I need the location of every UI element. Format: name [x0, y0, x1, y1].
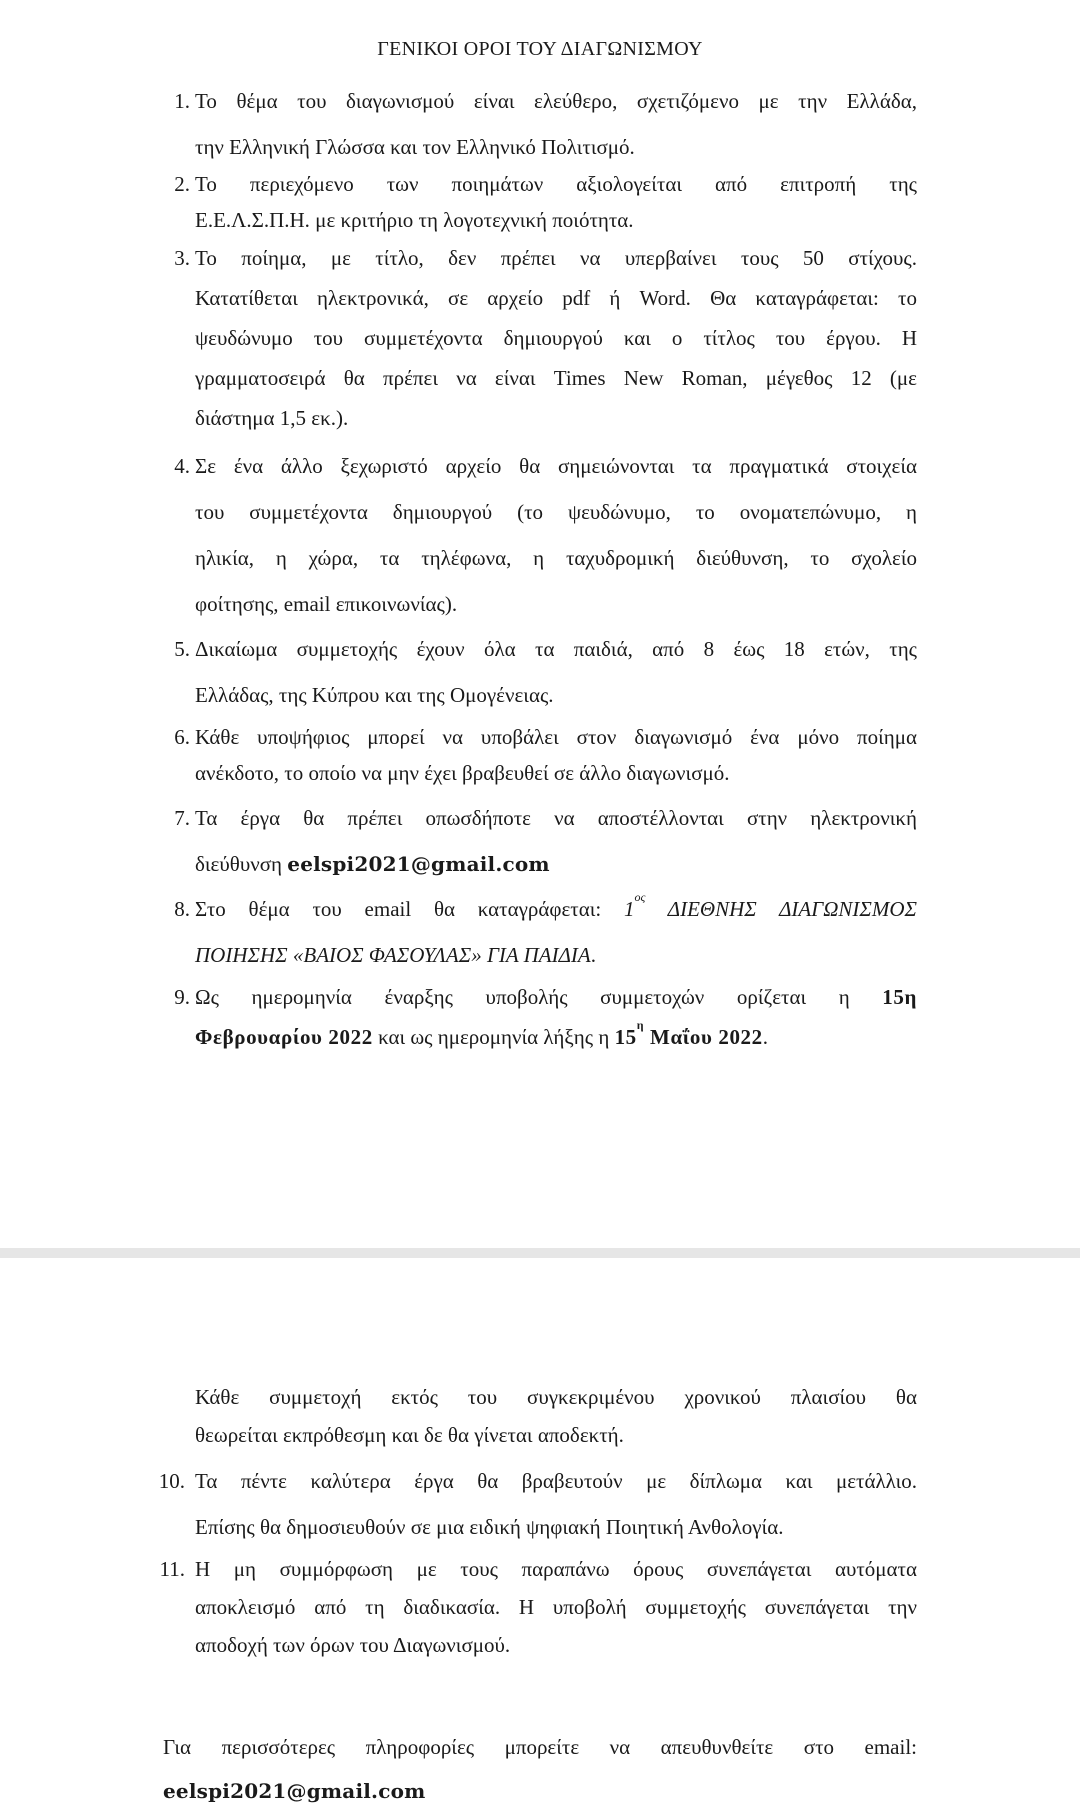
- term-number: 10.: [158, 1469, 185, 1493]
- term-number: 2.: [174, 172, 190, 196]
- term-number: 6.: [174, 725, 190, 749]
- term-line: Τα πέντε καλύτερα έργα θα βραβευτούν με δίπλωμα και μετάλλιο.: [195, 1469, 917, 1493]
- term-line: [195, 841, 917, 887]
- ordinal-number: 1: [624, 897, 635, 921]
- term-line: Ε.Ε.Λ.Σ.Π.Η. με κριτήριο τη λογοτεχνική ποιότητα.: [195, 208, 634, 232]
- term-line: Τα έργα θα πρέπει οπωσδήποτε να αποστέλλονται στην ηλεκτρονική: [195, 806, 917, 830]
- term-line: φοίτησης, email επικοινωνίας).: [195, 592, 458, 616]
- term-text: Στο θέμα του email θα καταγράφεται:: [195, 897, 624, 921]
- term-line: ηλικία, η χώρα, τα τηλέφωνα, η ταχυδρομική διεύθυνση, το σχολείο: [195, 546, 917, 570]
- document-page-2: [0, 1258, 1080, 1818]
- term-text: Ως ημερομηνία έναρξης υποβολής συμμετοχών ορίζεται η: [195, 985, 883, 1009]
- contest-name: ΠΟΙΗΣΗΣ «ΒΑΙΟΣ ΦΑΣΟΥΛΑΣ» ΓΙΑ ΠΑΙΔΙΑ: [195, 943, 591, 967]
- contact-paragraph: [163, 1725, 917, 1813]
- term-text: .: [590, 943, 596, 967]
- term-item-9-continuation: [195, 1378, 917, 1454]
- term-number: 3.: [174, 246, 190, 270]
- term-text: και ως ημερομηνία λήξης η: [372, 1025, 615, 1049]
- term-line: ανέκδοτο, το οποίο να μην έχει βραβευθεί σε άλλο διαγωνισμό.: [195, 761, 730, 785]
- term-item-3: [174, 238, 917, 438]
- term-item-4: [174, 443, 917, 627]
- term-line: Το ποίημα, με τίτλο, δεν πρέπει να υπερβαίνει τους 50 στίχους.: [195, 246, 917, 270]
- term-line: αποκλεισμό από τη διαδικασία. Η υποβολή συμμετοχής συνεπάγεται την: [195, 1595, 917, 1619]
- term-line: [195, 977, 917, 1017]
- term-line: διάστημα 1,5 εκ.).: [195, 406, 349, 430]
- term-line: γραμματοσειρά θα πρέπει να είναι Times New Roman, μέγεθος 12 (με: [195, 366, 917, 390]
- start-date: 15η: [882, 985, 917, 1009]
- ordinal-suffix: ος: [634, 890, 646, 904]
- term-line: Κάθε συμμετοχή εκτός του συγκεκριμένου χρονικού πλαισίου θα: [195, 1385, 917, 1409]
- term-line: Σε ένα άλλο ξεχωριστό αρχείο θα σημειώνονται τα πραγματικά στοιχεία: [195, 454, 917, 478]
- end-date-day: 15: [614, 1025, 637, 1049]
- page-title: ΓΕΝΙΚΟΙ ΟΡΟΙ ΤΟΥ ΔΙΑΓΩΝΙΣΜΟΥ: [377, 38, 703, 60]
- page-separator: [0, 1248, 1080, 1258]
- email-address: eelspi2021@gmail.com: [287, 852, 550, 876]
- term-line: του συμμετέχοντα δημιουργού (το ψευδώνυμο, το ονοματεπώνυμο, η: [195, 500, 917, 524]
- term-line: Κάθε υποψήφιος μπορεί να υποβάλει στον διαγωνισμό ένα μόνο ποίημα: [195, 725, 917, 749]
- start-date: Φεβρουαρίου 2022: [195, 1025, 373, 1049]
- term-item-8: [174, 886, 917, 978]
- term-line: [195, 932, 917, 978]
- term-line: Δικαίωμα συμμετοχής έχουν όλα τα παιδιά, από 8 έως 18 ετών, της: [195, 637, 917, 661]
- term-number: 11.: [159, 1557, 185, 1581]
- term-number: 4.: [174, 454, 190, 478]
- term-item-5: [174, 626, 917, 718]
- term-item-2: [174, 166, 917, 238]
- term-line: [195, 886, 917, 932]
- term-item-1: [174, 78, 917, 170]
- term-number: 1.: [174, 89, 190, 113]
- term-item-6: [174, 719, 917, 791]
- term-line: την Ελληνική Γλώσσα και τον Ελληνικό Πολιτισμό.: [195, 135, 635, 159]
- end-date: [614, 1018, 763, 1049]
- end-date-month: Μαΐου 2022: [644, 1025, 763, 1049]
- term-item-9: [174, 977, 917, 1057]
- term-text: διεύθυνση: [195, 852, 288, 876]
- contest-name: ΔΙΕΘΝΗΣ ΔΙΑΓΩΝΙΣΜΟΣ: [645, 897, 917, 921]
- term-line: αποδοχή των όρων του Διαγωνισμού.: [195, 1633, 511, 1657]
- contact-text: Για περισσότερες πληροφορίες μπορείτε να απευθυνθείτε στο email:: [163, 1735, 917, 1759]
- term-item-10: [158, 1458, 917, 1550]
- term-line: Η μη συμμόρφωση με τους παραπάνω όρους συνεπάγεται αυτόματα: [195, 1557, 917, 1581]
- term-number: 7.: [174, 806, 190, 830]
- term-number: 5.: [174, 637, 190, 661]
- term-line: Επίσης θα δημοσιευθούν σε μια ειδική ψηφιακή Ποιητική Ανθολογία.: [195, 1515, 784, 1539]
- term-line: Κατατίθεται ηλεκτρονικά, σε αρχείο pdf ή Word. Θα καταγράφεται: το: [195, 286, 917, 310]
- term-number: 9.: [174, 985, 190, 1009]
- term-line: Το περιεχόμενο των ποιημάτων αξιολογείται από επιτροπή της: [195, 172, 917, 196]
- term-line: [195, 1017, 917, 1057]
- contact-email[interactable]: eelspi2021@gmail.com: [163, 1779, 426, 1803]
- term-number: 8.: [174, 897, 190, 921]
- term-line: Το θέμα του διαγωνισμού είναι ελεύθερο, σχετιζόμενο με την Ελλάδα,: [195, 89, 917, 113]
- term-line: ψευδώνυμο του συμμετέχοντα δημιουργού και ο τίτλος του έργου. Η: [195, 326, 917, 350]
- term-line: Ελλάδας, της Κύπρου και της Ομογένειας.: [195, 683, 554, 707]
- term-item-7: [174, 795, 917, 887]
- end-date-suffix: η: [636, 1018, 645, 1032]
- term-text: .: [762, 1025, 768, 1049]
- term-item-11: [159, 1550, 917, 1664]
- term-line: θεωρείται εκπρόθεσμη και δε θα γίνεται αποδεκτή.: [195, 1423, 624, 1447]
